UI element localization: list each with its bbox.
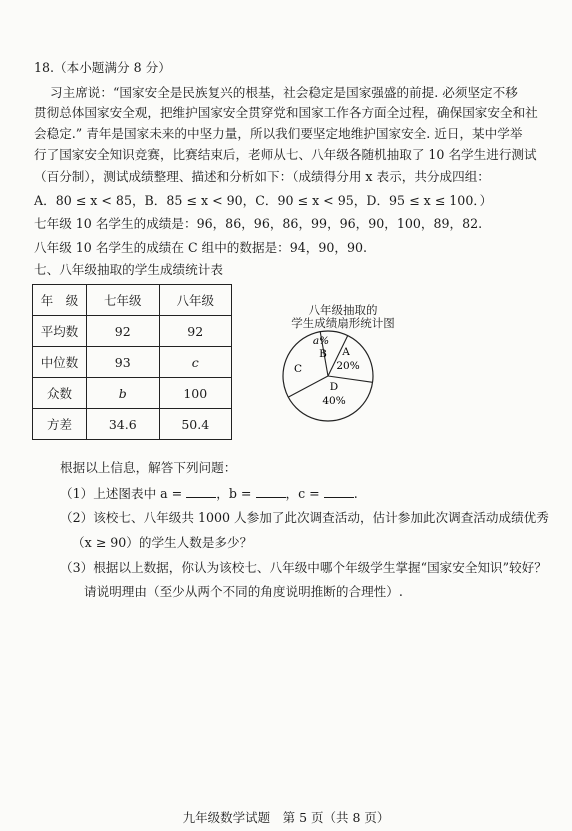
table-row: [33, 316, 232, 347]
problem-header: 18.（本小题满分 8 分）: [34, 60, 171, 75]
question-3-line-2: 请说明理由（至少从两个不同的角度说明推断的合理性）.: [84, 584, 403, 599]
answer-blank-a: [186, 485, 216, 498]
answer-blank-b: [256, 485, 286, 498]
question-1: [60, 485, 358, 502]
pie-title-line-2: 学生成绩扇形统计图: [291, 316, 395, 330]
table-cell: 中位数: [33, 347, 87, 378]
slice-label-b: B: [319, 348, 327, 360]
table-caption: 七、八年级抽取的学生成绩统计表: [34, 262, 223, 277]
page-footer: 九年级数学试题 第 5 页（共 8 页）: [182, 810, 390, 825]
table-row: [33, 347, 232, 378]
intro-line-2: 贯彻总体国家安全观，把维护国家安全贯穿党和国家工作各方面全过程，确保国家安全和社: [34, 105, 538, 120]
questions-lead: 根据以上信息，解答下列问题：: [60, 460, 237, 475]
grade7-scores: 七年级 10 名学生的成绩是：96，86，96，86，99，96，90，100，89，82.: [34, 216, 483, 231]
slice-label-a: A: [342, 346, 350, 358]
table-row: [33, 378, 232, 409]
answer-blank-c: [324, 485, 354, 498]
table-header-row: [33, 285, 232, 316]
q1-prefix: （1）上述图表中 a =: [60, 486, 183, 501]
table-cell: 平均数: [33, 316, 87, 347]
q1-c-label: ，c =: [285, 486, 320, 501]
table-row: [33, 409, 232, 440]
pie-title-line-1: 八年级抽取的: [308, 303, 378, 317]
intro-line-3: 会稳定.” 青年是国家未来的中坚力量，所以我们要坚定地维护国家安全. 近日，某中学举: [34, 126, 523, 141]
q1-end: .: [353, 486, 358, 501]
table-header-cell: 七年级: [87, 285, 159, 316]
slice-label-d-value: 40%: [322, 395, 346, 407]
slice-label-b-value: a%: [312, 335, 330, 347]
slice-label-d: D: [329, 381, 339, 393]
table-cell: 方差: [33, 409, 87, 440]
table-cell: c: [159, 347, 232, 378]
pie-chart: [280, 328, 376, 424]
question-2-line-1: （2）该校七、八年级共 1000 人参加了此次调查活动，估计参加此次调查活动成绩优秀: [60, 510, 549, 525]
slice-label-a-value: 20%: [336, 360, 360, 372]
intro-line-1: 习主席说：“国家安全是民族复兴的根基，社会稳定是国家强盛的前提. 必须坚定不移: [50, 85, 518, 100]
question-2-line-2: （x ≥ 90）的学生人数是多少？: [72, 535, 253, 550]
table-header-cell: 八年级: [159, 285, 232, 316]
table-cell: b: [87, 378, 159, 409]
question-3-line-1: （3）根据以上数据，你认为该校七、八年级中哪个年级学生掌握“国家安全知识”较好？: [60, 560, 547, 575]
table-cell: 100: [159, 378, 232, 409]
slice-label-c: C: [293, 363, 303, 375]
table-cell: 众数: [33, 378, 87, 409]
table-cell: 93: [87, 347, 159, 378]
pie-slice-boundary-c: [288, 376, 328, 397]
table-cell: 34.6: [87, 409, 159, 440]
table-header-cell: 年 级: [33, 285, 87, 316]
intro-line-4: 行了国家安全知识竞赛，比赛结束后，老师从七、八年级各随机抽取了 10 名学生进行测试: [34, 147, 537, 162]
q1-b-label: ，b =: [216, 486, 252, 501]
table-cell: 92: [159, 316, 232, 347]
intro-line-5: （百分制），测试成绩整理、描述和分析如下：（成绩得分用 x 表示，共分成四组：: [34, 169, 490, 184]
stats-table: [32, 284, 232, 440]
grade8-c-group: 八年级 10 名学生的成绩在 C 组中的数据是：94，90，90.: [34, 240, 368, 255]
group-definitions: A．80 ≤ x < 85，B．85 ≤ x < 90，C．90 ≤ x < 95，D．95 ≤ x ≤ 100．）: [34, 193, 493, 208]
table-cell: 50.4: [159, 409, 232, 440]
table-cell: 92: [87, 316, 159, 347]
